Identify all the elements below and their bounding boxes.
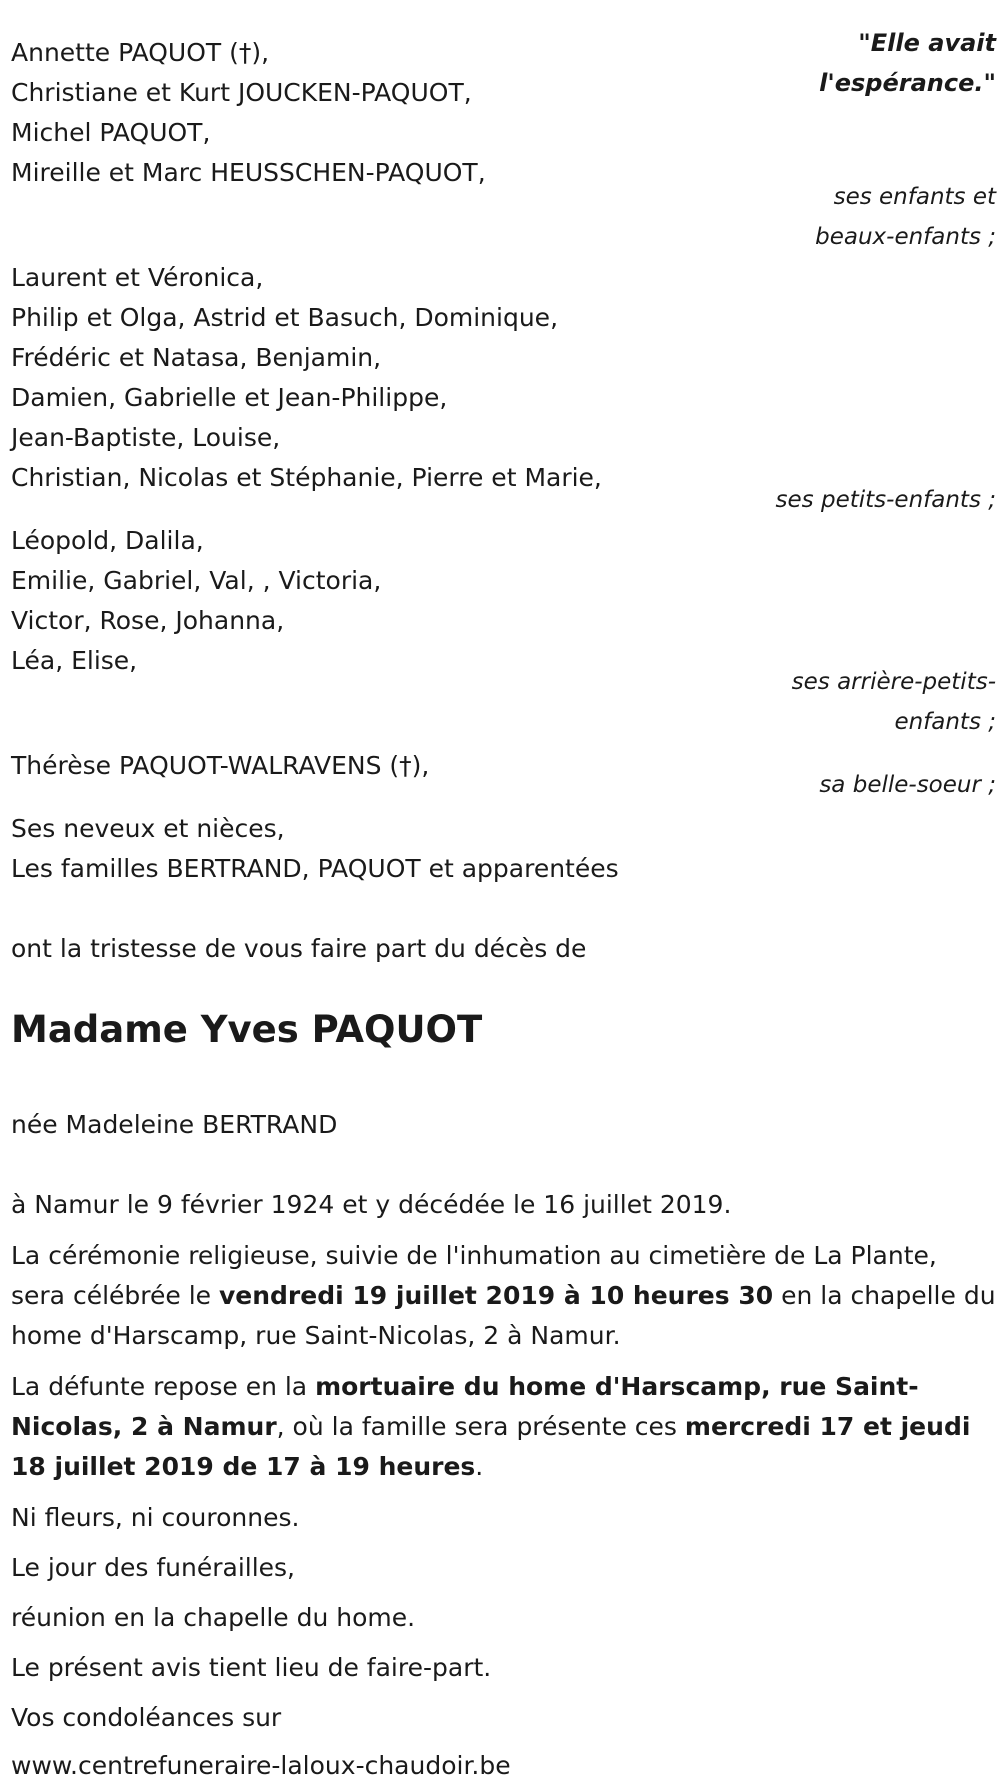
visitation-days: mercredi 17 et jeudi <box>684 1412 971 1441</box>
child-line: Michel PAQUOT, <box>11 118 211 147</box>
visitation-text: . <box>475 1452 484 1481</box>
grandchild-line: Laurent et Véronica, <box>11 263 264 292</box>
visitation-text: La défunte repose en la <box>11 1372 316 1401</box>
ceremony-line-1: La cérémonie religieuse, suivie de l'inhumation au cimetière de La Plante, <box>11 1241 937 1270</box>
visitation-place: Nicolas, 2 à Namur <box>11 1412 277 1441</box>
website-link[interactable]: www.centrefuneraire-laloux-chaudoir.be <box>11 1751 511 1780</box>
closing-line: réunion en la chapelle du home. <box>11 1603 416 1632</box>
sister-in-law-role: sa belle-soeur ; <box>819 772 996 798</box>
closing-line: Vos condoléances sur <box>11 1703 282 1732</box>
closing-line: Le présent avis tient lieu de faire-part. <box>11 1653 492 1682</box>
ceremony-datetime: vendredi 19 juillet 2019 à 10 heures 30 <box>218 1281 774 1310</box>
visitation-days: 18 juillet 2019 de 17 à 19 heures <box>11 1452 476 1481</box>
ceremony-line-3: home d'Harscamp, rue Saint-Nicolas, 2 à Namur. <box>11 1321 621 1350</box>
birth-name: née Madeleine BERTRAND <box>11 1110 338 1139</box>
visitation-line-2 <box>11 1407 970 1447</box>
visitation-text: , où la famille sera présente ces <box>276 1412 685 1441</box>
great-grandchild-line: Léopold, Dalila, <box>11 526 204 555</box>
great-grandchild-line: Léa, Elise, <box>11 646 138 675</box>
visitation-line-1 <box>11 1367 919 1407</box>
grandchild-line: Frédéric et Natasa, Benjamin, <box>11 343 382 372</box>
announcement: ont la tristesse de vous faire part du décès de <box>11 934 587 963</box>
grandchild-line: Damien, Gabrielle et Jean-Philippe, <box>11 383 448 412</box>
grandchild-line: Jean-Baptiste, Louise, <box>11 423 281 452</box>
visitation-line-3 <box>11 1447 483 1487</box>
children-role-line-2: beaux-enfants ; <box>815 224 996 250</box>
great-grandchildren-role-line-1: ses arrière-petits- <box>791 669 996 695</box>
children-role-line-1: ses enfants et <box>833 184 996 210</box>
sister-in-law: Thérèse PAQUOT-WALRAVENS (†), <box>11 751 430 780</box>
closing-line: Ni fleurs, ni couronnes. <box>11 1503 300 1532</box>
others-line: Ses neveux et nièces, <box>11 814 285 843</box>
ceremony-line-2 <box>11 1276 996 1316</box>
epigraph-line-1: "Elle avait <box>858 29 996 57</box>
closing-line: Le jour des funérailles, <box>11 1553 296 1582</box>
grandchild-line: Philip et Olga, Astrid et Basuch, Dominique, <box>11 303 559 332</box>
grandchild-line: Christian, Nicolas et Stéphanie, Pierre et Marie, <box>11 463 602 492</box>
great-grandchildren-role-line-2: enfants ; <box>894 709 996 735</box>
visitation-place: mortuaire du home d'Harscamp, rue Saint- <box>315 1372 919 1401</box>
deceased-name: Madame Yves PAQUOT <box>11 1008 483 1051</box>
child-line: Christiane et Kurt JOUCKEN-PAQUOT, <box>11 78 472 107</box>
ceremony-text: en la chapelle du <box>773 1281 996 1310</box>
others-line: Les familles BERTRAND, PAQUOT et apparentées <box>11 854 619 883</box>
great-grandchild-line: Emilie, Gabriel, Val, , Victoria, <box>11 566 382 595</box>
epigraph-line-2: l'espérance." <box>819 69 996 97</box>
grandchildren-role: ses petits-enfants ; <box>775 487 996 513</box>
dates: à Namur le 9 février 1924 et y décédée le 16 juillet 2019. <box>11 1190 732 1219</box>
ceremony-text: sera célébrée le <box>11 1281 219 1310</box>
child-line: Mireille et Marc HEUSSCHEN-PAQUOT, <box>11 158 486 187</box>
great-grandchild-line: Victor, Rose, Johanna, <box>11 606 285 635</box>
child-line: Annette PAQUOT (†), <box>11 38 270 67</box>
